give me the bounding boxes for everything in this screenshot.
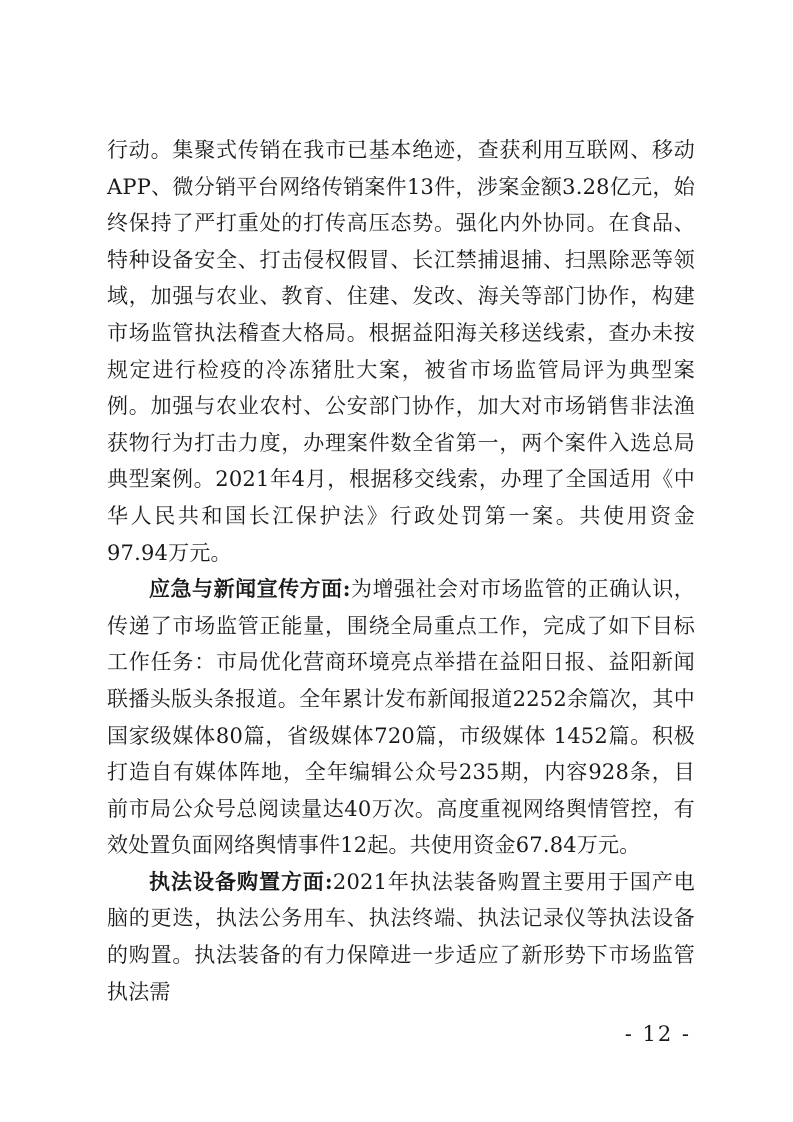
page-number: - 12 - xyxy=(624,1022,691,1046)
paragraph-heading: 执法设备购置方面: xyxy=(149,868,333,894)
paragraph-body: 2021年执法装备购置主要用于国产电脑的更迭，执法公务用车、执法终端、执法记录仪等执法设备的购置。执法装备的有力保障进一步适应了新形势下市场监管执法需 xyxy=(107,869,695,1004)
paragraph-emergency-news xyxy=(107,571,695,864)
paragraph-body: 为增强社会对市场监管的正确认识，传递了市场监管正能量，围绕全局重点工作，完成了如下目标工作任务：市局优化营商环境亮点举措在益阳日报、益阳新闻联播头版头条报道。全年累计发布新闻报道2252余篇次，其中国家级媒体80篇，省级媒体720篇，市级媒体 1452篇。积极打造自有媒体阵地，全年编辑公众号235期，内容928条，目前市局公众号总阅读量达40万次。高度重视网络舆情管控，有效处置负面网络舆情事件12起。共使用资金67.84万元。 xyxy=(107,577,695,858)
paragraph-body: 行动。集聚式传销在我市已基本绝迹，查获利用互联网、移动APP、微分销平台网络传销案件13件，涉案金额3.28亿元，始终保持了严打重处的打传高压态势。强化内外协同。在食品、特种设备安全、打击侵权假冒、长江禁捕退捕、扫黑除恶等领域，加强与农业、教育、住建、发改、海关等部门协作，构建市场监管执法稽查大格局。根据益阳海关移送线索，查办未按规定进行检疫的冷冻猪肚大案，被省市场监管局评为典型案例。加强与农业农村、公安部门协作，加大对市场销售非法渔获物行为打击力度，办理案件数全省第一，两个案件入选总局典型案例。2021年4月，根据移交线索，办理了全国适用《中华人民共和国长江保护法》行政处罚第一案。共使用资金97.94万元。 xyxy=(107,138,695,565)
paragraph-enforcement-actions xyxy=(107,132,695,571)
document-body xyxy=(107,132,695,1010)
paragraph-equipment-purchase xyxy=(107,864,695,1010)
paragraph-heading: 应急与新闻宣传方面: xyxy=(149,576,351,602)
